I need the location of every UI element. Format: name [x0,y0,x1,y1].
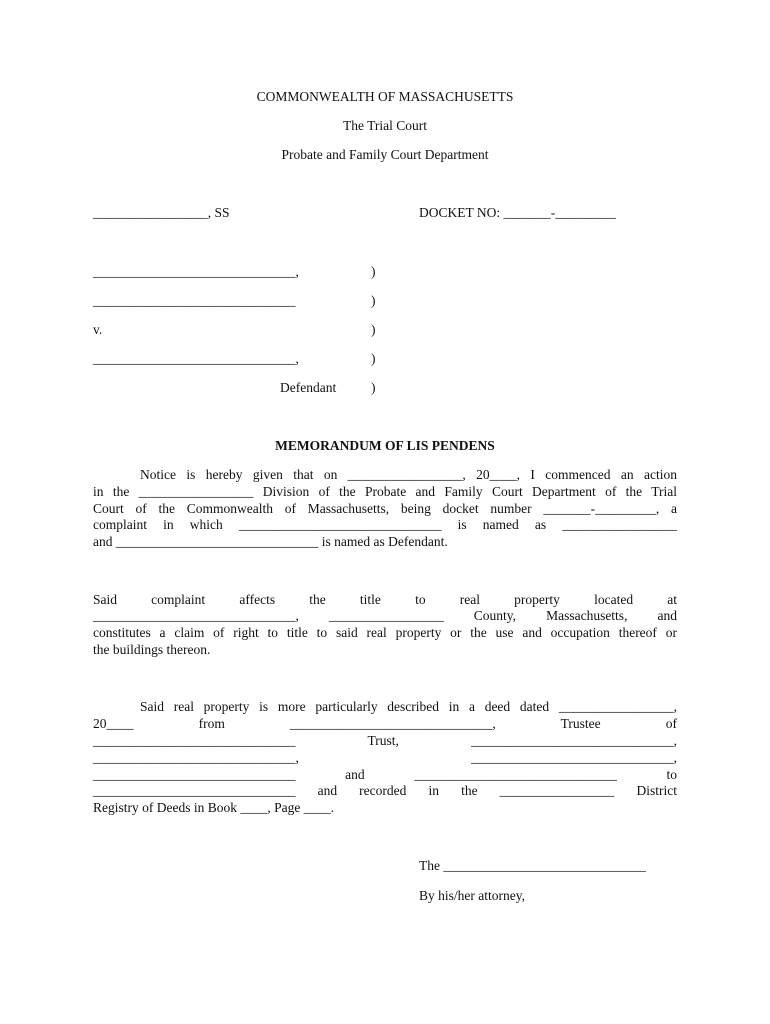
document-title: MEMORANDUM OF LIS PENDENS [275,438,495,453]
commonwealth-heading: COMMONWEALTH OF MASSACHUSETTS [256,89,514,104]
paragraph3-line: ______________________________ Trust, ______________________________, [93,733,677,748]
county-field: _________________, SS [93,205,230,220]
paragraph1-line: and ______________________________ is named as Defendant. [93,534,448,549]
attorney-label: By his/her attorney, [419,888,525,903]
caption-paren: ) [371,380,376,395]
department-heading: Probate and Family Court Department [281,147,489,162]
paragraph3-line: Said real property is more particularly described in a deed dated _________________, [140,699,677,714]
paragraph2-line: Said complaint affects the title to real property located at [93,592,677,607]
paragraph3-line: Registry of Deeds in Book ____, Page ____. [93,800,335,815]
paragraph1-line: in the _________________ Division of the Probate and Family Court Department of the Trial [93,484,677,499]
defendant-name-line: ______________________________, [93,351,299,366]
caption-paren: ) [371,351,376,366]
paragraph2-line: ______________________________, _________________ County, Massachusetts, and [93,608,677,623]
paragraph1-line: Notice is hereby given that on _________________, 20____, I commenced an action [140,467,677,482]
plaintiff-name-line: ______________________________, [93,264,299,279]
defendant-label: Defendant [280,380,337,395]
versus-label: v. [93,322,103,337]
caption-paren: ) [371,293,376,308]
paragraph3-line: ______________________________ and ______________________________ to [93,767,677,782]
paragraph2-line: the buildings thereon. [93,642,211,657]
plaintiff-name-line-2: ______________________________ [93,293,296,308]
paragraph1-line: Court of the Commonwealth of Massachusetts, being docket number _______-_________, a [93,501,677,516]
paragraph3-line: 20____ from ______________________________, Trustee of [93,716,677,731]
caption-paren: ) [371,264,376,279]
paragraph3-line: ______________________________ and recorded in the _________________ District [93,783,677,798]
caption-paren: ) [371,322,376,337]
signature-the-line: The ______________________________ [419,858,646,873]
paragraph3-line: ______________________________, ______________________________, [93,750,677,765]
docket-number-field: DOCKET NO: _______-_________ [419,205,616,220]
paragraph2-line: constitutes a claim of right to title to said real property or the use and occupation thereof or [93,625,677,640]
paragraph1-line: complaint in which ______________________________ is named as _________________ [93,517,677,532]
court-heading: The Trial Court [342,118,427,133]
